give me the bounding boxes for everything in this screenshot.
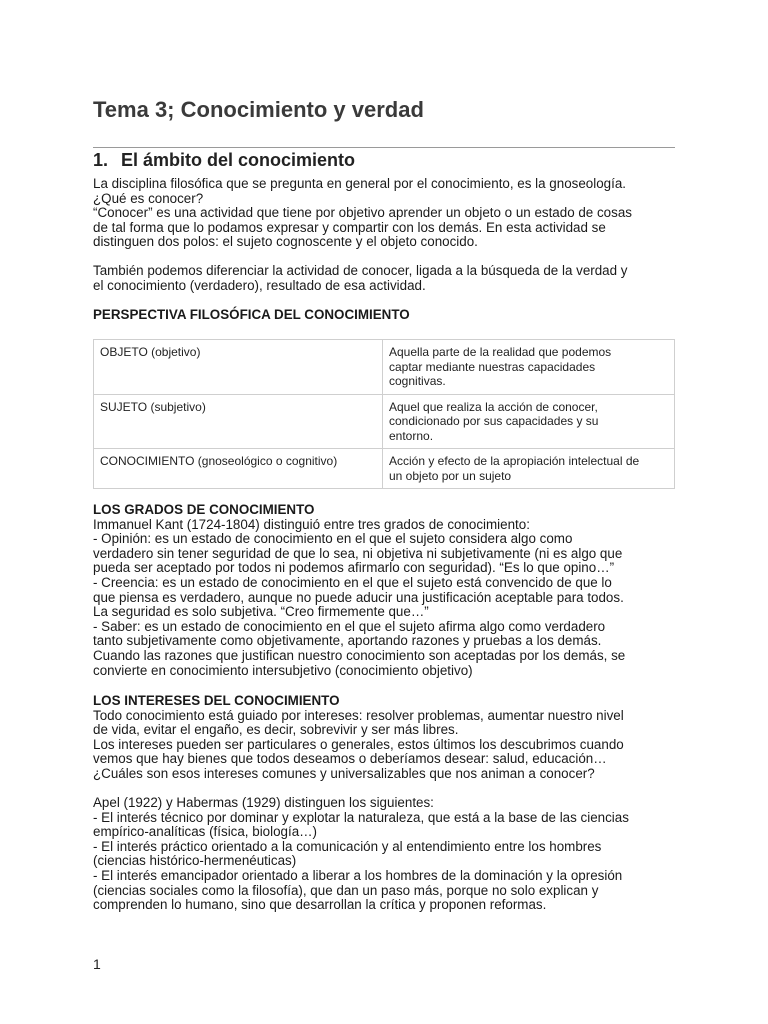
grados-heading: LOS GRADOS DE CONOCIMIENTO xyxy=(93,502,315,517)
table-cell-term: SUJETO (subjetivo) xyxy=(94,394,383,449)
section-number: 1. xyxy=(93,150,109,170)
text-line: También podemos diferenciar la actividad de conocer, ligada a la búsqueda de la verdad y xyxy=(93,263,628,278)
desc-line: cognitivas. xyxy=(389,374,446,388)
grados-section xyxy=(93,503,693,678)
table-cell-desc xyxy=(383,394,675,449)
desc-line: un objeto por un sujeto xyxy=(389,468,512,483)
table-row xyxy=(94,340,675,395)
perspectiva-table xyxy=(93,339,675,489)
text-line: - Saber: es un estado de conocimiento en el que el sujeto afirma algo como verdadero xyxy=(93,618,606,634)
desc-line: Acción y efecto de la apropiación intelectual de xyxy=(389,454,640,468)
text-line: - Creencia: es un estado de conocimiento en el que el sujeto está convencido de que lo xyxy=(93,574,612,590)
desc-line: condicionado por sus capacidades y su xyxy=(389,414,599,428)
text-line: La disciplina filosófica que se pregunta en general por el conocimiento, es la gnoseología. xyxy=(93,176,626,191)
text-line: (ciencias sociales como la filosofía), que dan un paso más, porque no solo explican y xyxy=(93,882,599,898)
table-cell-term: OBJETO (objetivo) xyxy=(94,340,383,395)
text-line: tanto subjetivamente como objetivamente, aportando razones y pruebas a los demás. xyxy=(93,633,602,649)
table-row xyxy=(94,449,675,489)
text-line: verdadero sin tener seguridad de que lo sea, ni objetiva ni subjetivamente (ni es algo que xyxy=(93,545,623,561)
intro2-paragraph xyxy=(93,264,693,293)
text-line: “Conocer” es una actividad que tiene por objetivo aprender un objeto o un estado de cosas xyxy=(93,205,632,221)
text-line: - El interés emancipador orientado a liberar a los hombres de la dominación y la opresión xyxy=(93,867,623,883)
text-line: comprenden lo humano, sino que desarrollan la crítica y proponen reformas. xyxy=(93,897,547,913)
page-number: 1 xyxy=(93,956,101,972)
desc-line: captar mediante nuestras capacidades xyxy=(389,359,596,374)
text-line: Immanuel Kant (1724-1804) distinguió entre tres grados de conocimiento: xyxy=(93,516,530,532)
desc-line: Aquel que realiza la acción de conocer, xyxy=(389,399,598,414)
intereses-section xyxy=(93,694,693,782)
text-line: de tal forma que lo podamos expresar y compartir con los demás. En esta actividad se xyxy=(93,219,606,235)
text-line: - Opinión: es un estado de conocimiento en el que el sujeto considera algo como xyxy=(93,531,573,547)
section-heading xyxy=(93,150,355,171)
desc-line: entorno. xyxy=(389,428,434,443)
desc-line: Aquella parte de la realidad que podemos xyxy=(389,345,612,359)
intro-paragraph xyxy=(93,177,693,250)
intereses-heading: LOS INTERESES DEL CONOCIMIENTO xyxy=(93,693,340,708)
text-line: (ciencias histórico-hermenéuticas) xyxy=(93,853,297,869)
table-cell-desc xyxy=(383,340,675,395)
table-row xyxy=(94,394,675,449)
text-line: - El interés práctico orientado a la comunicación y al entendimiento entre los hombres xyxy=(93,838,602,854)
text-line: ¿Cuáles son esos intereses comunes y universalizables que nos animan a conocer? xyxy=(93,765,595,781)
text-line: el conocimiento (verdadero), resultado de esa actividad. xyxy=(93,277,426,293)
text-line: distinguen dos polos: el sujeto cognoscente y el objeto conocido. xyxy=(93,234,478,250)
text-line: Todo conocimiento está guiado por intereses: resolver problemas, aumentar nuestro nivel xyxy=(93,707,624,723)
text-line: Cuando las razones que justifican nuestro conocimiento son aceptadas por los demás, se xyxy=(93,647,626,663)
section-title: El ámbito del conocimiento xyxy=(121,150,356,170)
text-line: Los intereses pueden ser particulares o generales, estos últimos los descubrimos cuando xyxy=(93,736,624,752)
text-line: convierte en conocimiento intersubjetivo (conocimiento objetivo) xyxy=(93,662,473,678)
text-line: empírico-analíticas (física, biología…) xyxy=(93,824,318,840)
text-line: La seguridad es solo subjetiva. “Creo firmemente que…” xyxy=(93,604,429,620)
text-line: ¿Qué es conocer? xyxy=(93,190,204,206)
intereses-list xyxy=(93,796,693,913)
text-line: - El interés técnico por dominar y explotar la naturaleza, que está a la base de las ciencias xyxy=(93,809,629,825)
table-cell-desc xyxy=(383,449,675,489)
table-cell-term: CONOCIMIENTO (gnoseológico o cognitivo) xyxy=(94,449,383,489)
text-line: pueda ser aceptado por todos ni podemos afirmarlo con seguridad). “Es lo que opino…” xyxy=(93,560,615,576)
perspectiva-heading xyxy=(93,308,693,323)
text-line: Apel (1922) y Habermas (1929) distinguen los siguientes: xyxy=(93,795,434,810)
title-divider xyxy=(93,147,675,148)
text-line: de vida, evitar el engaño, es decir, sobrevivir y ser más libres. xyxy=(93,722,459,738)
document-title: Tema 3; Conocimiento y verdad xyxy=(93,97,424,122)
text-line: vemos que hay bienes que todos deseamos o deberíamos desear: salud, educación… xyxy=(93,751,607,767)
heading-text: PERSPECTIVA FILOSÓFICA DEL CONOCIMIENTO xyxy=(93,307,410,322)
text-line: que piensa es verdadero, aunque no puede aducir una justificación aceptable para todos. xyxy=(93,589,624,605)
